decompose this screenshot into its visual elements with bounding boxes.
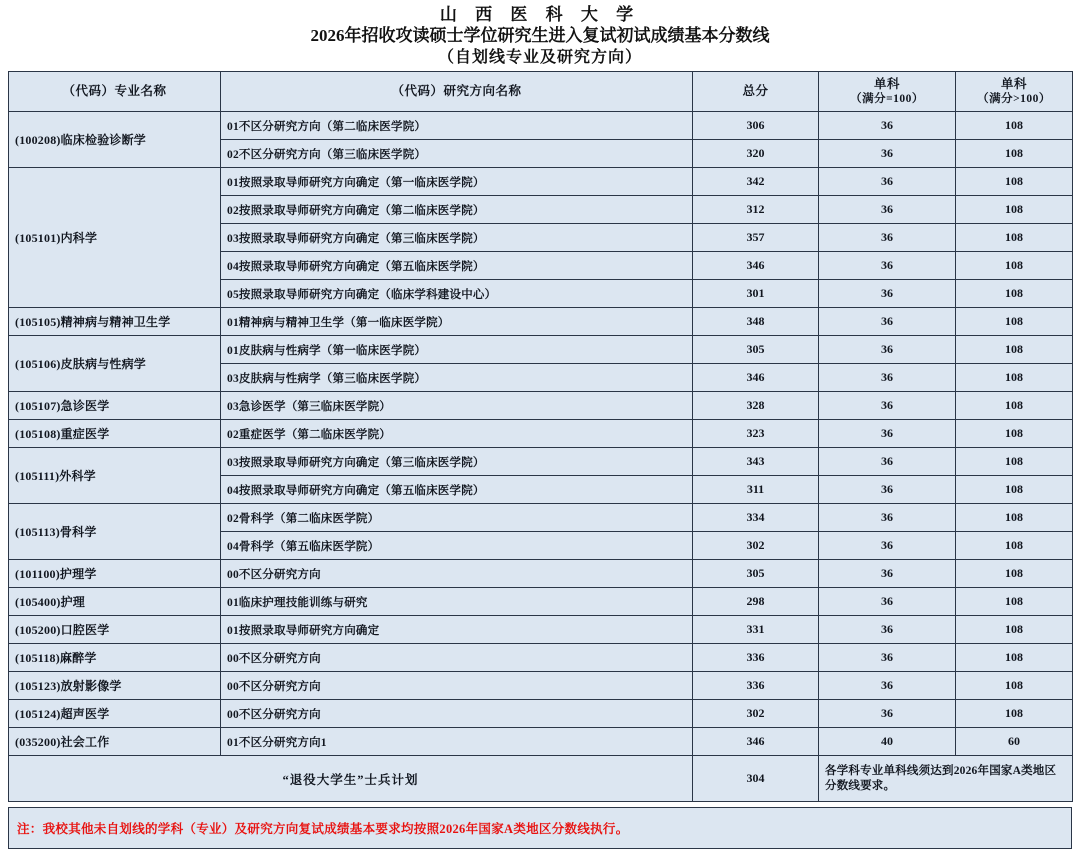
- single-subject-gt100-cell: 108: [956, 588, 1073, 616]
- university-name: 山 西 医 科 大 学: [439, 5, 641, 24]
- table-header-row: [9, 72, 1073, 112]
- single-subject-gt100-cell: 108: [956, 196, 1073, 224]
- research-direction-cell: 01皮肤病与性病学（第一临床医学院）: [221, 336, 693, 364]
- total-score-cell: 298: [693, 588, 819, 616]
- single-subject-gt100-cell: 108: [956, 168, 1073, 196]
- major-name-cell: (035200)社会工作: [9, 728, 221, 756]
- total-score-cell: 342: [693, 168, 819, 196]
- column-header-single-eq100-main: 单科: [873, 76, 900, 91]
- single-subject-eq100-cell: 36: [819, 168, 956, 196]
- research-direction-cell: 03皮肤病与性病学（第三临床医学院）: [221, 364, 693, 392]
- single-subject-eq100-cell: 36: [819, 504, 956, 532]
- single-subject-eq100-cell: 36: [819, 588, 956, 616]
- research-direction-cell: 00不区分研究方向: [221, 672, 693, 700]
- single-subject-eq100-cell: 36: [819, 392, 956, 420]
- table-row: [9, 616, 1073, 644]
- table-row: [9, 644, 1073, 672]
- table-row: [9, 420, 1073, 448]
- research-direction-cell: 00不区分研究方向: [221, 644, 693, 672]
- veteran-plan-note: 各学科专业单科线须达到2026年国家A类地区分数线要求。: [819, 756, 1073, 802]
- page-header: [0, 0, 1080, 68]
- veteran-plan-total-score: 304: [693, 756, 819, 802]
- research-direction-cell: 02按照录取导师研究方向确定（第二临床医学院）: [221, 196, 693, 224]
- single-subject-eq100-cell: 36: [819, 700, 956, 728]
- page-title: 2026年招收攻读硕士学位研究生进入复试初试成绩基本分数线: [310, 26, 770, 45]
- research-direction-cell: 00不区分研究方向: [221, 700, 693, 728]
- total-score-cell: 323: [693, 420, 819, 448]
- research-direction-cell: 00不区分研究方向: [221, 560, 693, 588]
- single-subject-gt100-cell: 108: [956, 224, 1073, 252]
- single-subject-eq100-cell: 36: [819, 280, 956, 308]
- major-name-cell: (105101)内科学: [9, 168, 221, 308]
- research-direction-cell: 01精神病与精神卫生学（第一临床医学院）: [221, 308, 693, 336]
- single-subject-eq100-cell: 36: [819, 196, 956, 224]
- table-row: [9, 392, 1073, 420]
- single-subject-gt100-cell: 108: [956, 392, 1073, 420]
- major-name-cell: (105400)护理: [9, 588, 221, 616]
- research-direction-cell: 03按照录取导师研究方向确定（第三临床医学院）: [221, 224, 693, 252]
- single-subject-eq100-cell: 36: [819, 616, 956, 644]
- table-row: [9, 672, 1073, 700]
- single-subject-gt100-cell: 108: [956, 280, 1073, 308]
- research-direction-cell: 05按照录取导师研究方向确定（临床学科建设中心）: [221, 280, 693, 308]
- research-direction-cell: 02不区分研究方向（第三临床医学院）: [221, 140, 693, 168]
- single-subject-gt100-cell: 108: [956, 252, 1073, 280]
- major-name-cell: (105118)麻醉学: [9, 644, 221, 672]
- single-subject-gt100-cell: 108: [956, 112, 1073, 140]
- veteran-plan-label: “退役大学生”士兵计划: [9, 756, 693, 802]
- single-subject-gt100-cell: 108: [956, 644, 1073, 672]
- single-subject-eq100-cell: 36: [819, 364, 956, 392]
- major-name-cell: (100208)临床检验诊断学: [9, 112, 221, 168]
- single-subject-eq100-cell: 36: [819, 336, 956, 364]
- single-subject-gt100-cell: 108: [956, 504, 1073, 532]
- research-direction-cell: 01按照录取导师研究方向确定（第一临床医学院）: [221, 168, 693, 196]
- total-score-cell: 305: [693, 560, 819, 588]
- major-name-cell: (105107)急诊医学: [9, 392, 221, 420]
- total-score-cell: 334: [693, 504, 819, 532]
- total-score-cell: 302: [693, 532, 819, 560]
- total-score-cell: 328: [693, 392, 819, 420]
- single-subject-eq100-cell: 36: [819, 560, 956, 588]
- single-subject-eq100-cell: 36: [819, 644, 956, 672]
- research-direction-cell: 01临床护理技能训练与研究: [221, 588, 693, 616]
- total-score-cell: 311: [693, 476, 819, 504]
- single-subject-gt100-cell: 108: [956, 476, 1073, 504]
- table-header: [9, 72, 1073, 112]
- research-direction-cell: 03急诊医学（第三临床医学院）: [221, 392, 693, 420]
- total-score-cell: 306: [693, 112, 819, 140]
- single-subject-gt100-cell: 60: [956, 728, 1073, 756]
- research-direction-cell: 02骨科学（第二临床医学院）: [221, 504, 693, 532]
- single-subject-eq100-cell: 36: [819, 532, 956, 560]
- single-subject-gt100-cell: 108: [956, 336, 1073, 364]
- major-name-cell: (105106)皮肤病与性病学: [9, 336, 221, 392]
- total-score-cell: 346: [693, 364, 819, 392]
- single-subject-eq100-cell: 36: [819, 476, 956, 504]
- total-score-cell: 336: [693, 644, 819, 672]
- research-direction-cell: 01不区分研究方向（第二临床医学院）: [221, 112, 693, 140]
- column-header-single-eq100: [819, 72, 956, 112]
- table-row: [9, 700, 1073, 728]
- footer-note: [8, 807, 1072, 849]
- single-subject-gt100-cell: 108: [956, 560, 1073, 588]
- research-direction-cell: 04按照录取导师研究方向确定（第五临床医学院）: [221, 252, 693, 280]
- major-name-cell: (105124)超声医学: [9, 700, 221, 728]
- table-row: [9, 728, 1073, 756]
- major-name-cell: (105108)重症医学: [9, 420, 221, 448]
- table-row: [9, 168, 1073, 196]
- major-name-cell: (105200)口腔医学: [9, 616, 221, 644]
- table-body: [9, 112, 1073, 802]
- single-subject-eq100-cell: 36: [819, 112, 956, 140]
- single-subject-gt100-cell: 108: [956, 420, 1073, 448]
- single-subject-eq100-cell: 36: [819, 672, 956, 700]
- single-subject-eq100-cell: 36: [819, 420, 956, 448]
- total-score-cell: 343: [693, 448, 819, 476]
- research-direction-cell: 04按照录取导师研究方向确定（第五临床医学院）: [221, 476, 693, 504]
- table-row: [9, 308, 1073, 336]
- page-subtitle: （自划线专业及研究方向）: [437, 49, 642, 66]
- score-table-wrapper: [0, 68, 1080, 802]
- total-score-cell: 302: [693, 700, 819, 728]
- major-name-cell: (105113)骨科学: [9, 504, 221, 560]
- column-header-single-gt100-main: 单科: [1000, 76, 1027, 91]
- single-subject-gt100-cell: 108: [956, 308, 1073, 336]
- veteran-plan-row: [9, 756, 1073, 802]
- footer-note-text: 注：我校其他未自划线的学科（专业）及研究方向复试成绩基本要求均按照2026年国家A类地区分数线执行。: [17, 822, 629, 836]
- research-direction-cell: 01不区分研究方向1: [221, 728, 693, 756]
- research-direction-cell: 04骨科学（第五临床医学院）: [221, 532, 693, 560]
- single-subject-eq100-cell: 36: [819, 448, 956, 476]
- table-row: [9, 588, 1073, 616]
- research-direction-cell: 03按照录取导师研究方向确定（第三临床医学院）: [221, 448, 693, 476]
- table-row: [9, 560, 1073, 588]
- total-score-cell: 305: [693, 336, 819, 364]
- column-header-direction: （代码）研究方向名称: [221, 72, 693, 112]
- total-score-cell: 312: [693, 196, 819, 224]
- single-subject-eq100-cell: 36: [819, 308, 956, 336]
- single-subject-gt100-cell: 108: [956, 616, 1073, 644]
- major-name-cell: (101100)护理学: [9, 560, 221, 588]
- score-table: [8, 71, 1073, 802]
- single-subject-eq100-cell: 36: [819, 252, 956, 280]
- total-score-cell: 301: [693, 280, 819, 308]
- research-direction-cell: 02重症医学（第二临床医学院）: [221, 420, 693, 448]
- table-row: [9, 504, 1073, 532]
- total-score-cell: 320: [693, 140, 819, 168]
- total-score-cell: 331: [693, 616, 819, 644]
- total-score-cell: 346: [693, 252, 819, 280]
- total-score-cell: 336: [693, 672, 819, 700]
- single-subject-gt100-cell: 108: [956, 364, 1073, 392]
- column-header-single-gt100: [956, 72, 1073, 112]
- single-subject-gt100-cell: 108: [956, 700, 1073, 728]
- table-row: [9, 448, 1073, 476]
- single-subject-gt100-cell: 108: [956, 532, 1073, 560]
- single-subject-gt100-cell: 108: [956, 140, 1073, 168]
- column-header-single-gt100-sub: （满分>100）: [977, 92, 1051, 105]
- major-name-cell: (105111)外科学: [9, 448, 221, 504]
- research-direction-cell: 01按照录取导师研究方向确定: [221, 616, 693, 644]
- column-header-total: 总分: [693, 72, 819, 112]
- total-score-cell: 346: [693, 728, 819, 756]
- table-row: [9, 336, 1073, 364]
- table-row: [9, 112, 1073, 140]
- single-subject-gt100-cell: 108: [956, 672, 1073, 700]
- column-header-major: （代码）专业名称: [9, 72, 221, 112]
- single-subject-eq100-cell: 36: [819, 140, 956, 168]
- total-score-cell: 348: [693, 308, 819, 336]
- column-header-single-eq100-sub: （满分=100）: [850, 92, 924, 105]
- single-subject-eq100-cell: 36: [819, 224, 956, 252]
- major-name-cell: (105123)放射影像学: [9, 672, 221, 700]
- single-subject-gt100-cell: 108: [956, 448, 1073, 476]
- total-score-cell: 357: [693, 224, 819, 252]
- single-subject-eq100-cell: 40: [819, 728, 956, 756]
- major-name-cell: (105105)精神病与精神卫生学: [9, 308, 221, 336]
